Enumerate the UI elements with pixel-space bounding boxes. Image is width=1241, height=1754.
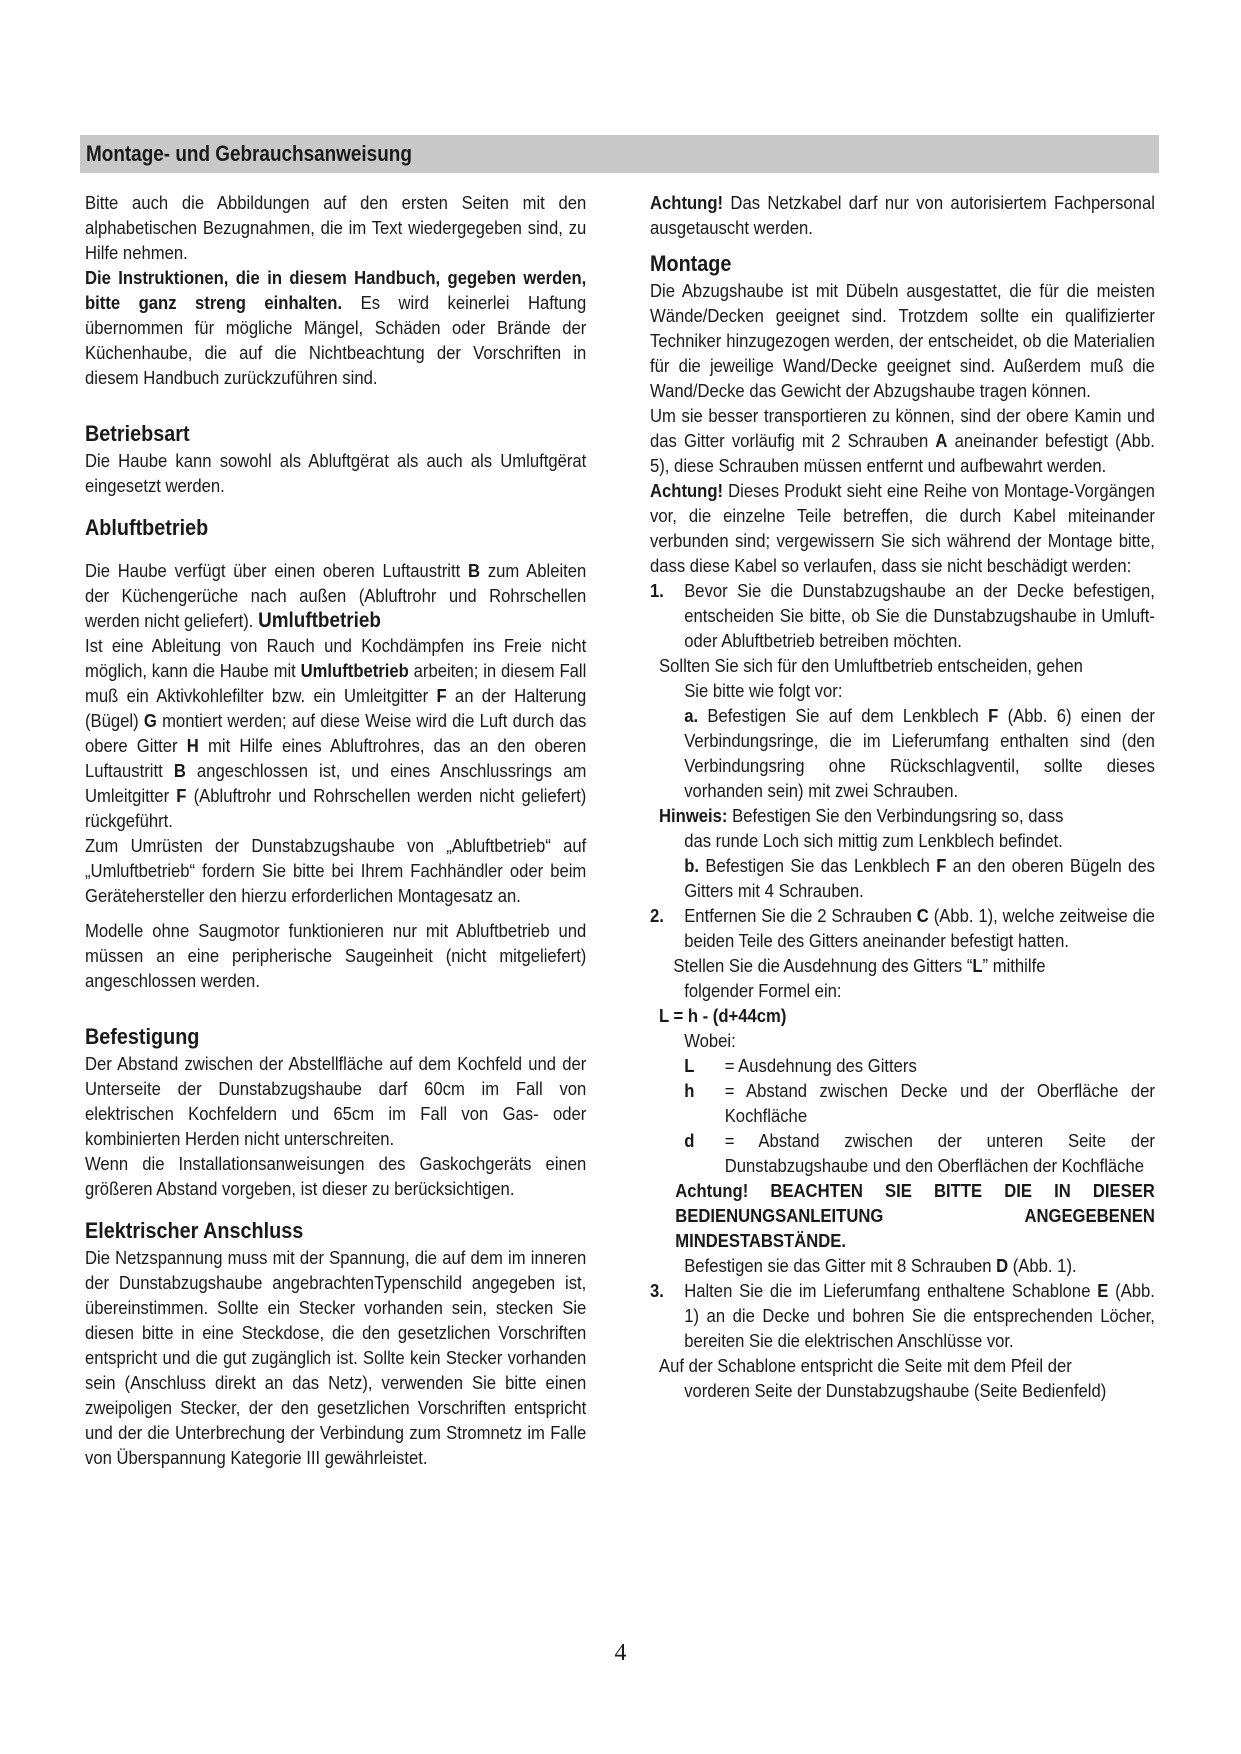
instruction-paragraph: Die Instruktionen, die in diesem Handbuch, gegeben werden, bitte ganz streng einhalten. Es wird keinerlei Haftung übernommen für mögliche Mängel, Schäden oder Brände der Küchenhaube, die auf die Nichtbeachtung der Vorschriften in diesem Handbuch zurückzuführen sind. (85, 267, 587, 388)
step-3: 3. Halten Sie die im Lieferumfang enthaltene Schablone E (Abb. 1) an die Decke und bohren Sie die entsprechenden Löcher, bereiten Sie die elektrischen Anschlüsse vor. (650, 1280, 1155, 1351)
stellen-text: Stellen Sie die Ausdehnung des Gitters “L” mithilfe (673, 955, 1046, 976)
montage-text-1: Die Abzugshaube ist mit Dübeln ausgestattet, die für die meisten Wände/Decken geeignet sind. Trotzdem sollte ein qualifizierter Techniker hinzugezogen werden, der entscheidet, ob die Materialien für die jeweilige Wand/Decke geeignet sind. Außerdem muß die Wand/Decke das Gewicht der Abzugshaube tragen können. (650, 280, 1155, 401)
step-1-sub-a: Sollten Sie sich für den Umluftbetrieb entscheiden, gehen (659, 655, 1083, 676)
befestigen-gitter: Befestigen sie das Gitter mit 8 Schrauben D (Abb. 1). (684, 1255, 1077, 1276)
step-2: 2. Entfernen Sie die 2 Schrauben C (Abb. 1), welche zeitweise die beiden Teile des Gitters aneinander befestigt hatten. (650, 905, 1155, 951)
wobei-label: Wobei: (684, 1030, 736, 1051)
instruction-bold: Die Instruktionen, die in diesem Handbuch, gegeben werden, bitte ganz streng einhalten. (85, 267, 587, 313)
achtung-netzkabel: Achtung! Das Netzkabel darf nur von autorisiertem Fachpersonal ausgetauscht werden. (650, 192, 1155, 238)
step-1: 1. Bevor Sie die Dunstabzugshaube an der Decke befestigen, entscheiden Sie bitte, ob Sie die Dunstabzugshaube in Umluft- oder Abluftbetrieb betreiben möchten. (650, 580, 1155, 651)
section-header-bar (80, 135, 1159, 173)
schablone-text-cont: vorderen Seite der Dunstabzugshaube (Seite Bedienfeld) (684, 1380, 1107, 1401)
heading-betriebsart: Betriebsart (85, 421, 190, 446)
stellen-text-cont: folgender Formel ein: (684, 980, 842, 1001)
heading-umluftbetrieb: Umluftbetrieb (258, 609, 381, 632)
step-b: b. Befestigen Sie das Lenkblech F an den oberen Bügeln des Gitters mit 4 Schrauben. (684, 855, 1155, 901)
intro-paragraph: Bitte auch die Abbildungen auf den ersten Seiten mit den alphabetischen Bezugnahmen, die im Text wiedergegeben sind, zu Hilfe nehmen. (85, 192, 587, 263)
right-column (650, 190, 1155, 1403)
betriebsart-text: Die Haube kann sowohl als Abluftgërat als auch als Umluftgërat eingesetzt werden. (85, 450, 587, 496)
umluft-text: Ist eine Ableitung von Rauch und Kochdämpfen ins Freie nicht möglich, kann die Haube mit Umluftbetrieb arbeiten; in diesem Fall muß ein Aktivkohlefilter bzw. ein Umleitgitter F an der Halterung (Bügel) G montiert werden; auf diese Weise wird die Luft durch das obere Gitter H mit Hilfe eines Abluftrohres, das an den oberen Luftaustritt B angeschlossen ist, und eines Anschlussrings am Umleitgitter F (Abluftrohr und Rohrschellen werden nicht geliefert) rückgeführt. (85, 635, 587, 831)
modelle-text: Modelle ohne Saugmotor funktionieren nur mit Abluftbetrieb und müssen an eine peripherische Saugeinheit (nicht mitgeliefert) angeschlossen werden. (85, 920, 587, 991)
heading-montage: Montage (650, 251, 732, 276)
formula: L = h - (d+44cm) (659, 1005, 787, 1026)
achtung-kabel: Achtung! Dieses Produkt sieht eine Reihe von Montage-Vorgängen vor, die einzelne Teile betreffen, die durch Kabel miteinander verbunden sind; vergewissern Sie sich während der Montage bitte, dass diese Kabel so verlaufen, dass sie nicht beschädigt werden: (650, 480, 1155, 576)
befestigung-text-2: Wenn die Installationsanweisungen des Gaskochgeräts einen größeren Abstand vorgeben, ist dieser zu berücksichtigen. (85, 1153, 587, 1199)
page-title: Montage- und Gebrauchsanweisung (86, 141, 412, 166)
left-column (85, 190, 587, 1470)
heading-abluftbetrieb: Abluftbetrieb (85, 515, 209, 540)
heading-elektrischer-anschluss: Elektrischer Anschluss (85, 1218, 304, 1243)
def-L: L = Ausdehnung des Gitters (684, 1055, 917, 1076)
def-h: h = Abstand zwischen Decke und der Oberfläche der Kochfläche (684, 1080, 1155, 1126)
hinweis: Hinweis: Befestigen Sie den Verbindungsring so, dass (659, 805, 1064, 826)
heading-befestigung: Befestigung (85, 1024, 200, 1049)
warning-mindestabstaende: Achtung! BEACHTEN SIE BITTE DIE IN DIESER BEDIENUNGSANLEITUNG ANGEGEBENEN MINDESTABSTÄNDE. (675, 1180, 1155, 1251)
step-1-sub-b: Sie bitte wie folgt vor: (684, 680, 843, 701)
elektro-text: Die Netzspannung muss mit der Spannung, die auf dem im inneren der Dunstabzugshaube angebrachtenTypenschild angegeben ist, übereinstimmen. Sollte ein Stecker vorhanden sein, stecken Sie diesen bitte in eine Steckdose, die den gesetzlichen Vorschriften entspricht und die gut zugänglich ist. Sollte kein Stecker vorhanden sein (Anschluss direkt an das Netz), verwenden Sie bitte einen zweipoligen Stecker, der den gesetzlichen Vorschriften entspricht und der die Unterbrechung der Verbindung zum Stromnetz im Falle von Überspannung Kategorie III gewährleistet. (85, 1247, 587, 1468)
montage-text-2: Um sie besser transportieren zu können, sind der obere Kamin und das Gitter vorläufig mit 2 Schrauben A aneinander befestigt (Abb. 5), diese Schrauben müssen entfernt und aufbewahrt werden. (650, 405, 1155, 476)
page-number: 4 (614, 1640, 627, 1666)
umruest-text: Zum Umrüsten der Dunstabzugshaube von „Abluftbetrieb“ auf „Umluftbetrieb“ fordern Sie bitte bei Ihrem Fachhändler oder beim Gerätehersteller den hierzu erforderlichen Montagesatz an. (85, 835, 587, 906)
befestigung-text: Der Abstand zwischen der Abstellfläche auf dem Kochfeld und der Unterseite der Dunstabzugshaube darf 60cm im Fall von elektrischen Kochfeldern und 65cm im Fall von Gas- oder kombinierten Herden nicht unterschreiten. (85, 1053, 587, 1149)
hinweis-cont: das runde Loch sich mittig zum Lenkblech befindet. (684, 830, 1063, 851)
abluft-text: Die Haube verfügt über einen oberen Luftaustritt B zum Ableiten der Küchengerüche nach außen (Abluftrohr und Rohrschellen werden nicht geliefert). Umluftbetrieb (85, 560, 587, 632)
def-d: d = Abstand zwischen der unteren Seite der Dunstabzugshaube und den Oberflächen der Kochfläche (684, 1130, 1155, 1176)
schablone-text: Auf der Schablone entspricht die Seite mit dem Pfeil der (659, 1355, 1072, 1376)
step-a: a. Befestigen Sie auf dem Lenkblech F (Abb. 6) einen der Verbindungsringe, die im Lieferumfang enthalten sind (den Verbindungsring ohne Rückschlagventil, sollte dieses vorhanden sein) mit zwei Schrauben. (684, 705, 1155, 801)
